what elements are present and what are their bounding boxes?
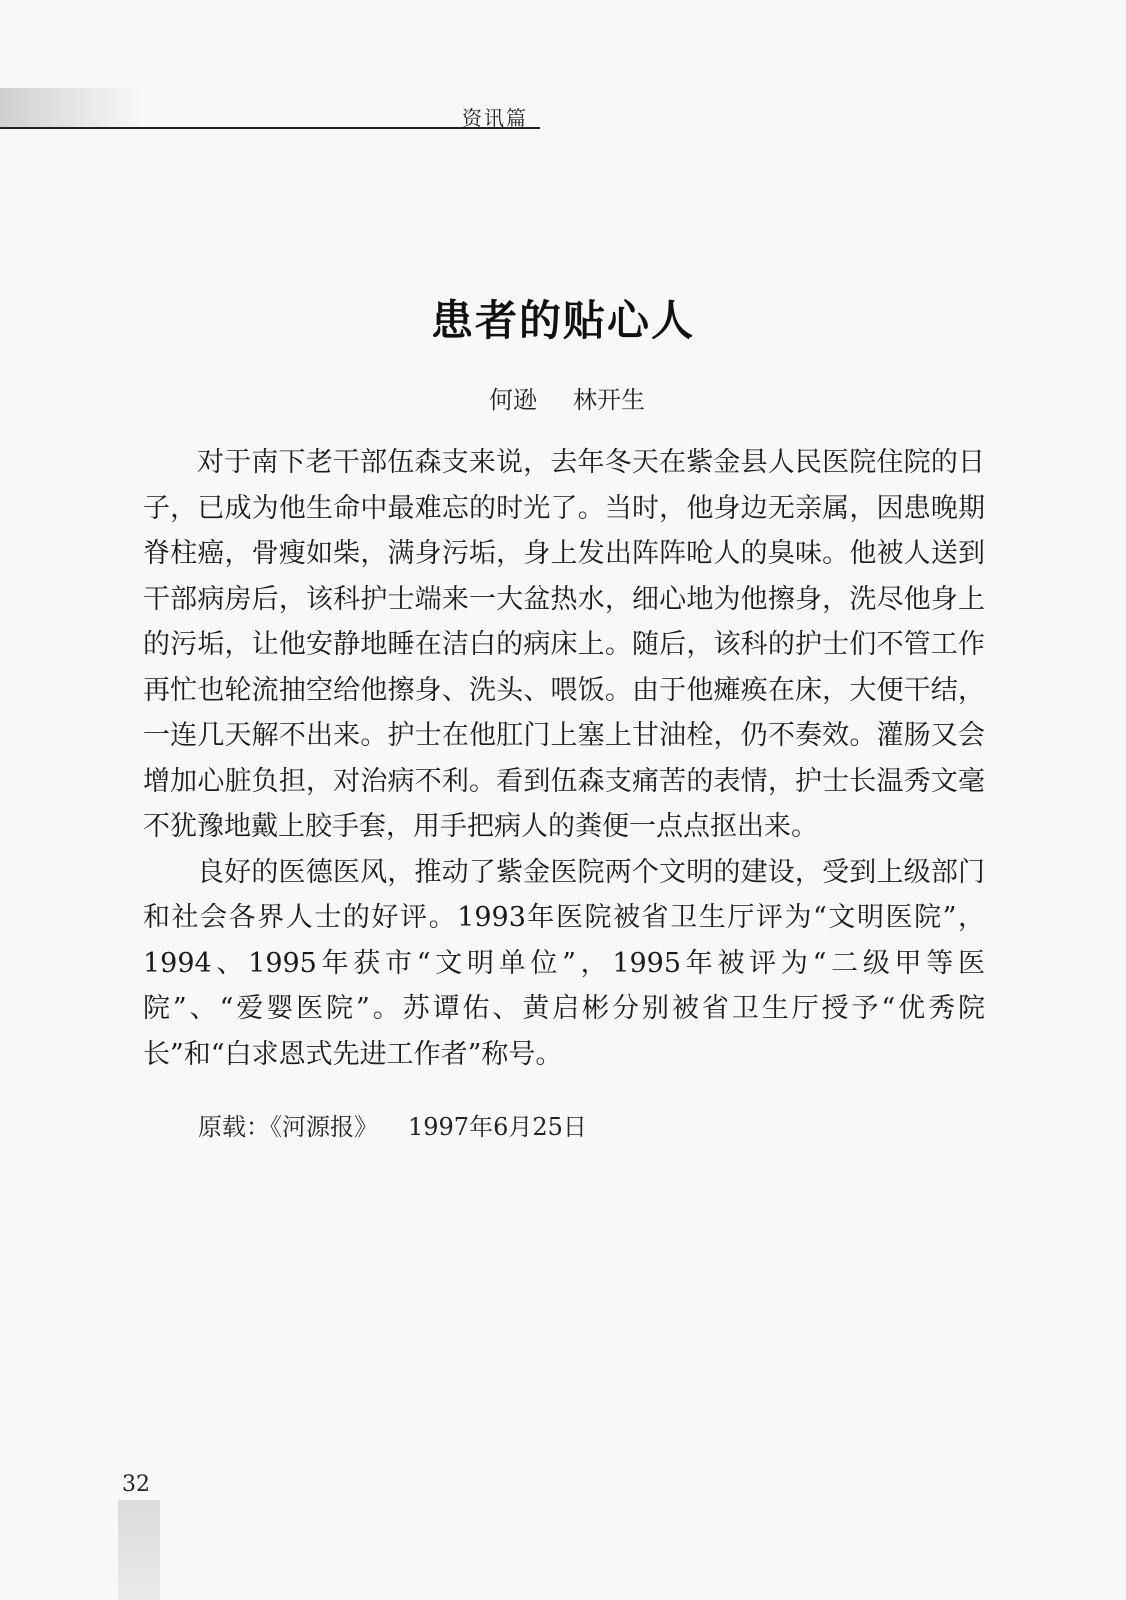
source-label: 原载：《河源报》	[198, 1113, 378, 1141]
source-line	[198, 1107, 587, 1142]
scan-shading-top	[0, 88, 140, 128]
section-label: 资讯篇	[462, 106, 528, 130]
article-title: 患者的贴心人	[430, 296, 695, 345]
article-body	[143, 440, 985, 1077]
page-number: 32	[122, 1472, 150, 1497]
article-authors	[0, 380, 1126, 415]
paragraph-1: 对于南下老干部伍森支来说，去年冬天在紫金县人民医院住院的日子，已成为他生命中最难忘的时光了。当时，他身边无亲属，因患晚期脊柱癌，骨瘦如柴，满身污垢，身上发出阵阵呛人的臭味。他被人送到干部病房后，该科护士端来一大盆热水，细心地为他擦身，洗尽他身上的污垢，让他安静地睡在洁白的病床上。随后，该科的护士们不管工作再忙也轮流抽空给他擦身、洗头、喂饭。由于他瘫痪在床，大便干结，一连几天解不出来。护士在他肛门上塞上甘油栓，仍不奏效。灌肠又会增加心脏负担，对治病不利。看到伍森支痛苦的表情，护士长温秀文毫不犹豫地戴上胶手套，用手把病人的粪便一点点抠出来。	[143, 447, 985, 842]
source-date: 1997年6月25日	[408, 1113, 587, 1141]
header-rule	[0, 127, 540, 129]
scan-shading-bottom	[118, 1500, 160, 1600]
author-2: 林开生	[573, 386, 645, 414]
author-1: 何逊	[489, 386, 537, 414]
paragraph-2: 良好的医德医风，推动了紫金医院两个文明的建设，受到上级部门和社会各界人士的好评。1993年医院被省卫生厅评为“文明医院”，1994、1995年获市“文明单位”，1995年被评为“二级甲等医院”、“爱婴医院”。苏谭佑、黄启彬分别被省卫生厅授予“优秀院长”和“白求恩式先进工作者”称号。	[143, 856, 985, 1070]
